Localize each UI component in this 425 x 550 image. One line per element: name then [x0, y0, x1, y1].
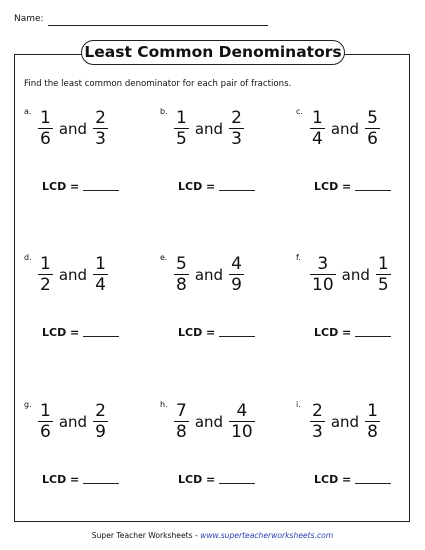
numerator: 2 [312, 401, 323, 421]
lcd-answer-blank[interactable] [219, 190, 255, 191]
footer-link[interactable]: www.superteacherworksheets.com [200, 531, 334, 540]
fraction-pair [174, 402, 255, 441]
fraction-first [174, 255, 189, 294]
and-word: and [341, 265, 370, 284]
numerator: 1 [176, 108, 187, 128]
name-line[interactable] [48, 25, 268, 26]
problem-letter: c. [296, 107, 303, 116]
lcd-label: LCD = [42, 326, 80, 339]
problem-b [160, 107, 288, 207]
denominator: 8 [176, 422, 187, 443]
denominator: 4 [95, 275, 106, 296]
problem-letter: h. [160, 400, 168, 409]
and-word: and [194, 119, 224, 138]
fraction-second [365, 109, 380, 148]
fraction-pair [310, 402, 380, 441]
numerator: 5 [176, 254, 187, 274]
lcd-label: LCD = [314, 180, 352, 193]
lcd-label: LCD = [42, 473, 80, 486]
numerator: 3 [317, 254, 329, 274]
lcd-label: LCD = [42, 180, 80, 193]
problem-letter: b. [160, 107, 168, 116]
lcd-answer-blank[interactable] [219, 336, 255, 337]
lcd-answer [178, 326, 255, 339]
fraction-pair [310, 255, 391, 294]
problem-letter: i. [296, 400, 301, 409]
instructions: Find the least common denominator for each pair of fractions. [24, 79, 292, 89]
fraction-second [365, 402, 380, 441]
fraction-first [310, 109, 325, 148]
and-word: and [330, 412, 360, 431]
problem-a [24, 107, 152, 207]
numerator: 1 [377, 254, 389, 274]
denominator: 3 [231, 129, 242, 150]
lcd-answer [42, 326, 119, 339]
numerator: 7 [176, 401, 187, 421]
lcd-answer-blank[interactable] [83, 190, 119, 191]
fraction-second [93, 255, 108, 294]
denominator: 4 [312, 129, 323, 150]
problem-g [24, 400, 152, 500]
problem-d [24, 253, 152, 353]
fraction-pair [310, 109, 380, 148]
problem-letter: e. [160, 253, 168, 262]
lcd-label: LCD = [178, 473, 216, 486]
lcd-answer-blank[interactable] [219, 483, 255, 484]
fraction-pair [38, 109, 108, 148]
lcd-label: LCD = [178, 180, 216, 193]
denominator: 10 [312, 275, 334, 296]
fraction-pair [174, 109, 244, 148]
numerator: 2 [231, 108, 242, 128]
denominator: 9 [95, 422, 106, 443]
fraction-pair [38, 402, 108, 441]
lcd-answer [314, 326, 391, 339]
lcd-label: LCD = [314, 326, 352, 339]
denominator: 2 [40, 275, 51, 296]
numerator: 2 [95, 108, 106, 128]
denominator: 9 [231, 275, 242, 296]
lcd-answer [178, 473, 255, 486]
lcd-answer-blank[interactable] [83, 483, 119, 484]
denominator: 8 [367, 422, 378, 443]
lcd-answer-blank[interactable] [355, 190, 391, 191]
problem-h [160, 400, 288, 500]
denominator: 10 [231, 422, 253, 443]
problem-c [296, 107, 424, 207]
fraction-first [174, 402, 189, 441]
numerator: 1 [40, 254, 51, 274]
lcd-label: LCD = [314, 473, 352, 486]
lcd-answer-blank[interactable] [355, 336, 391, 337]
problem-i [296, 400, 424, 500]
fraction-second [229, 402, 255, 441]
numerator: 1 [367, 401, 378, 421]
problem-letter: g. [24, 400, 32, 409]
denominator: 5 [176, 129, 187, 150]
fraction-second [93, 109, 108, 148]
lcd-answer-blank[interactable] [83, 336, 119, 337]
denominator: 6 [367, 129, 378, 150]
fraction-pair [38, 255, 108, 294]
problem-letter: f. [296, 253, 301, 262]
lcd-answer [42, 473, 119, 486]
problem-e [160, 253, 288, 353]
fraction-second [229, 109, 244, 148]
and-word: and [58, 412, 88, 431]
and-word: and [58, 265, 88, 284]
fraction-pair [174, 255, 244, 294]
fraction-first [310, 255, 336, 294]
numerator: 1 [40, 108, 51, 128]
denominator: 6 [40, 129, 51, 150]
denominator: 6 [40, 422, 51, 443]
fraction-first [38, 402, 53, 441]
problem-letter: a. [24, 107, 32, 116]
worksheet-title: Least Common Denominators [81, 40, 345, 65]
fraction-first [38, 109, 53, 148]
fraction-first [38, 255, 53, 294]
numerator: 2 [95, 401, 106, 421]
and-word: and [330, 119, 360, 138]
numerator: 5 [367, 108, 378, 128]
numerator: 1 [312, 108, 323, 128]
lcd-answer [314, 180, 391, 193]
denominator: 8 [176, 275, 187, 296]
lcd-answer [314, 473, 391, 486]
numerator: 1 [40, 401, 51, 421]
lcd-answer-blank[interactable] [355, 483, 391, 484]
denominator: 3 [312, 422, 323, 443]
numerator: 4 [236, 401, 248, 421]
lcd-answer [42, 180, 119, 193]
lcd-label: LCD = [178, 326, 216, 339]
fraction-second [93, 402, 108, 441]
footer [0, 531, 425, 540]
and-word: and [194, 265, 224, 284]
and-word: and [194, 412, 224, 431]
problem-f [296, 253, 424, 353]
numerator: 4 [231, 254, 242, 274]
fraction-second [229, 255, 244, 294]
footer-text: Super Teacher Worksheets - [91, 531, 201, 540]
fraction-first [310, 402, 325, 441]
name-label: Name: [14, 14, 44, 24]
fraction-second [376, 255, 391, 294]
denominator: 3 [95, 129, 106, 150]
fraction-first [174, 109, 189, 148]
numerator: 1 [95, 254, 106, 274]
lcd-answer [178, 180, 255, 193]
denominator: 5 [377, 275, 389, 296]
problem-letter: d. [24, 253, 32, 262]
and-word: and [58, 119, 88, 138]
